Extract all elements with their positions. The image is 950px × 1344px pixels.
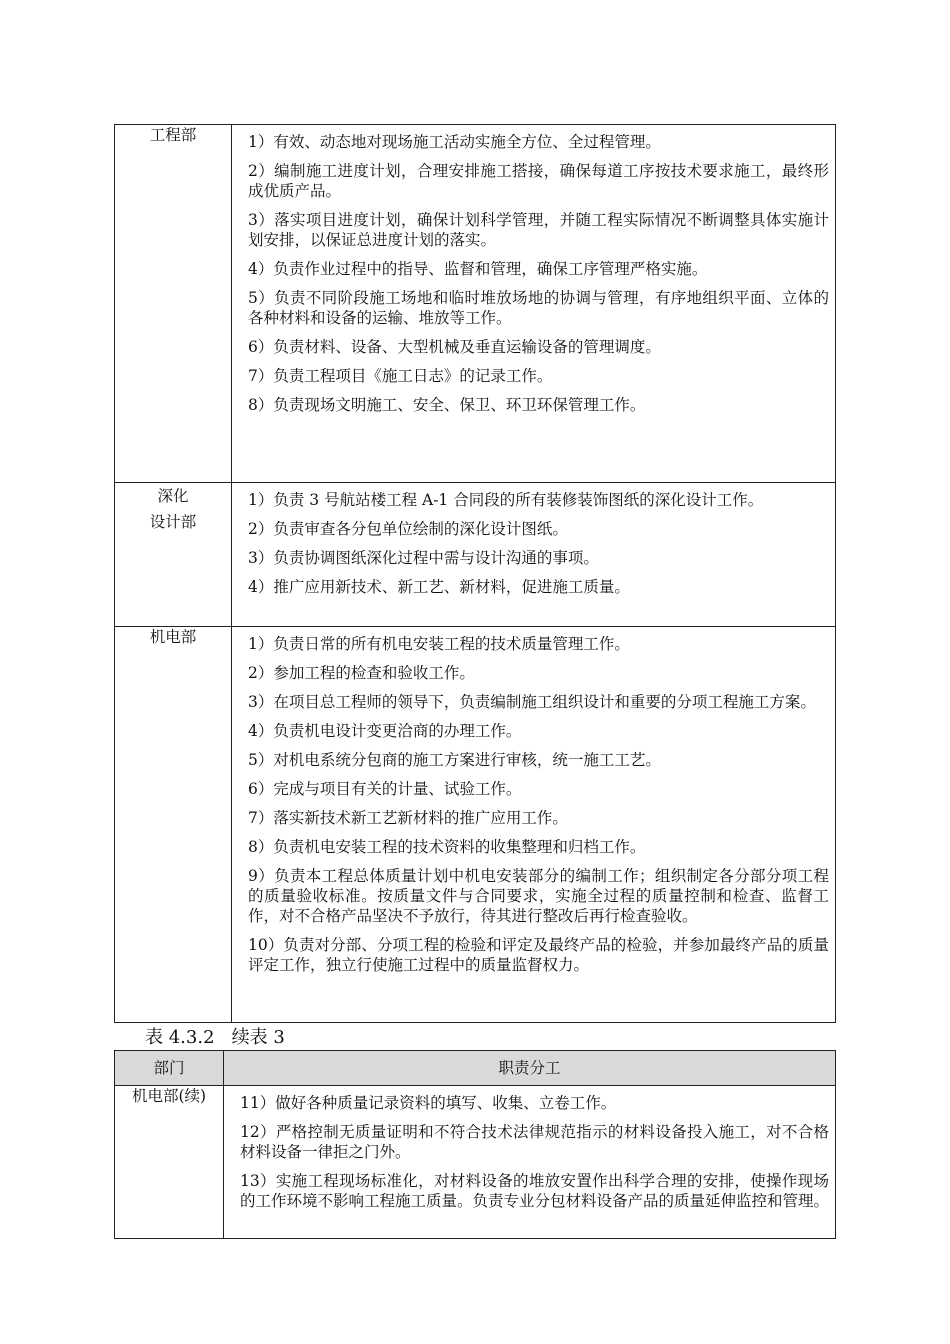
- duty-item: 8）负责现场文明施工、安全、保卫、环卫环保管理工作。: [248, 396, 646, 414]
- duty-item: 3）在项目总工程师的领导下，负责编制施工组织设计和重要的分项工程施工方案。: [248, 693, 816, 711]
- duty-item: 5）对机电系统分包商的施工方案进行审核，统一施工工艺。: [248, 751, 661, 769]
- dept-name-line: 设计部: [149, 513, 197, 531]
- duty-item: 4）负责作业过程中的指导、监督和管理，确保工序管理严格实施。: [248, 260, 708, 278]
- dept-cell-engineering: [115, 125, 232, 483]
- duty-item: 6）完成与项目有关的计量、试验工作。: [248, 780, 522, 798]
- duty-item: 10）负责对分部、分项工程的检验和评定及最终产品的检验，并参加最终产品的质量评定工作，独立行使施工过程中的质量监督权力。: [248, 936, 829, 974]
- duty-item: 7）负责工程项目《施工日志》的记录工作。: [248, 367, 553, 385]
- duties-cell: [232, 125, 836, 483]
- duty-item: 5）负责不同阶段施工场地和临时堆放场地的协调与管理，有序地组织平面、立体的各种材料和设备的运输、堆放等工作。: [248, 289, 829, 327]
- table-header-row: [115, 1051, 836, 1086]
- duty-item: 1）有效、动态地对现场施工活动实施全方位、全过程管理。: [248, 133, 661, 151]
- duties-table: [114, 124, 836, 1023]
- dept-cell-mep-continued: [115, 1086, 224, 1239]
- duty-item: 4）推广应用新技术、新工艺、新材料，促进施工质量。: [248, 578, 630, 596]
- duty-item: 3）落实项目进度计划，确保计划科学管理，并随工程实际情况不断调整具体实施计划安排，以保证总进度计划的落实。: [248, 211, 829, 249]
- duty-item: 3）负责协调图纸深化过程中需与设计沟通的事项。: [248, 549, 599, 567]
- duty-item: 4）负责机电设计变更洽商的办理工作。: [248, 722, 522, 740]
- dept-name: 机电部(续): [131, 1087, 207, 1105]
- table-caption: 表 4.3.2 续表 3: [145, 1027, 285, 1048]
- duty-item: 7）落实新技术新工艺新材料的推广应用工作。: [248, 809, 568, 827]
- table-row: [115, 483, 836, 627]
- duty-item: 12）严格控制无质量证明和不符合技术法律规范指示的材料设备投入施工，对不合格材料设备一律拒之门外。: [240, 1123, 829, 1161]
- duty-item: 2）参加工程的检查和验收工作。: [248, 664, 475, 682]
- dept-cell-mep: [115, 627, 232, 1023]
- column-header-duties: 职责分工: [224, 1051, 836, 1086]
- duty-item: 8）负责机电安装工程的技术资料的收集整理和归档工作。: [248, 838, 646, 856]
- duties-cell: [232, 483, 836, 627]
- duties-cell: [224, 1086, 836, 1239]
- duties-cell: [232, 627, 836, 1023]
- dept-name: 机电部: [149, 628, 197, 646]
- table-row: [115, 125, 836, 483]
- duty-item: 1）负责 3 号航站楼工程 A-1 合同段的所有装修装饰图纸的深化设计工作。: [248, 491, 764, 509]
- table-row: [115, 627, 836, 1023]
- duty-item: 11）做好各种质量记录资料的填写、收集、立卷工作。: [240, 1094, 617, 1112]
- dept-name-line: 深化: [157, 487, 189, 505]
- dept-cell-design: [115, 483, 232, 627]
- duty-item: 2）负责审查各分包单位绘制的深化设计图纸。: [248, 520, 568, 538]
- dept-name: 工程部: [149, 126, 197, 144]
- duty-item: 9）负责本工程总体质量计划中机电安装部分的编制工作；组织制定各分部分项工程的质量验收标准。按质量文件与合同要求，实施全过程的质量控制和检查、监督工作，对不合格产品坚决不予放行，待其进行整改后再行检查验收。: [248, 867, 829, 925]
- duty-item: 2）编制施工进度计划，合理安排施工搭接，确保每道工序按技术要求施工，最终形成优质产品。: [248, 162, 829, 200]
- duty-item: 1）负责日常的所有机电安装工程的技术质量管理工作。: [248, 635, 630, 653]
- duties-table-continued: [114, 1050, 836, 1239]
- column-header-dept: 部门: [115, 1051, 224, 1086]
- duty-item: 13）实施工程现场标准化，对材料设备的堆放安置作出科学合理的安排，使操作现场的工作环境不影响工程施工质量。负责专业分包材料设备产品的质量延伸监控和管理。: [240, 1172, 830, 1210]
- table-row: [115, 1086, 836, 1239]
- duty-item: 6）负责材料、设备、大型机械及垂直运输设备的管理调度。: [248, 338, 661, 356]
